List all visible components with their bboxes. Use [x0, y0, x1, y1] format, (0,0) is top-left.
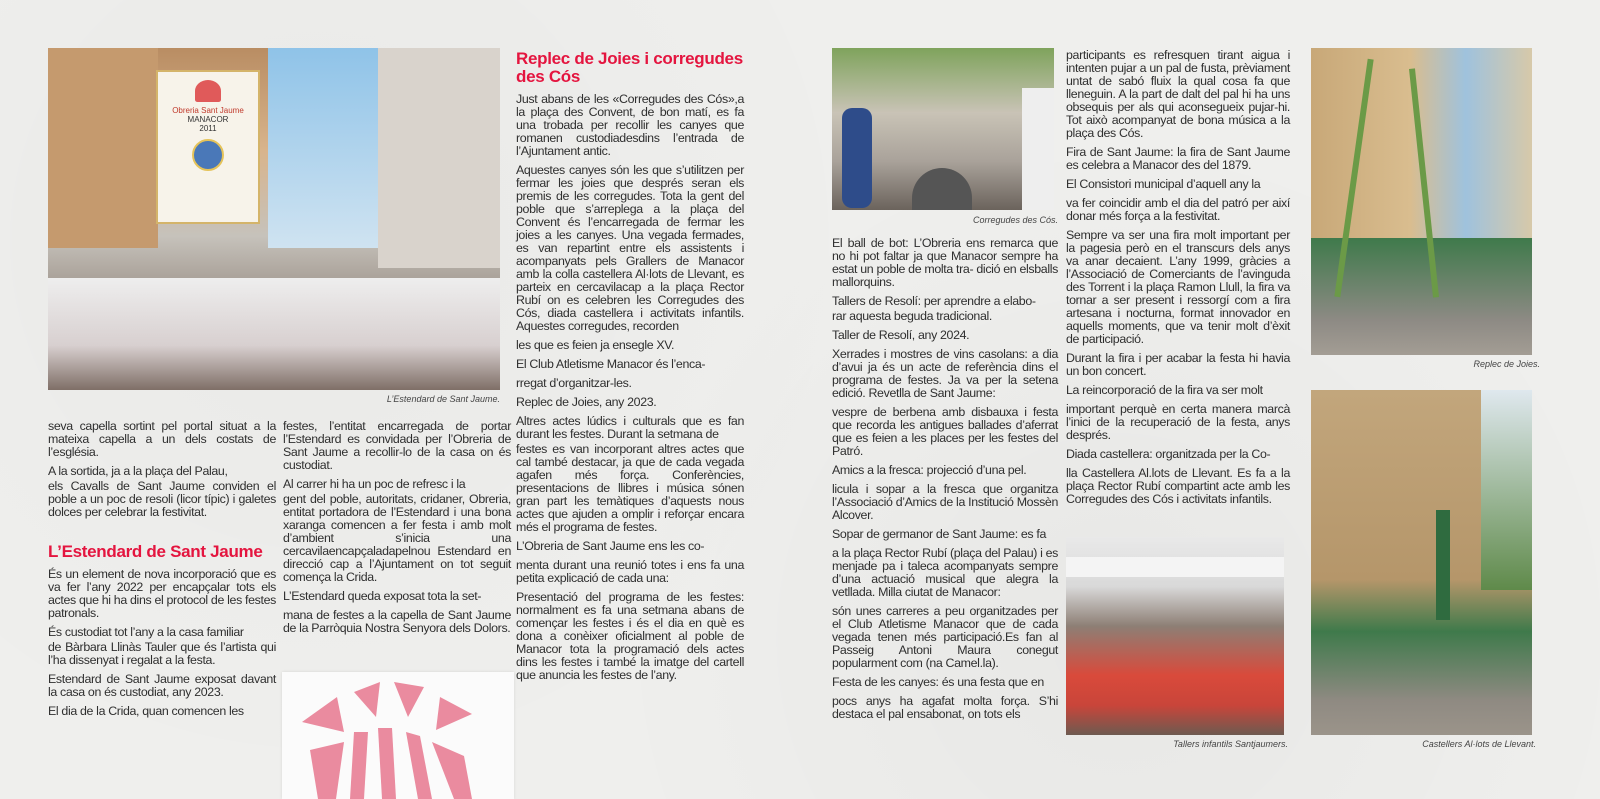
paragraph: les que es feien ja ensegle XV. — [516, 338, 675, 352]
paragraph: Diada castellera: organitzada per la Co- — [1066, 447, 1271, 461]
photo-tallers — [1066, 537, 1284, 735]
paragraph: Festa de les canyes: és una festa que en — [832, 675, 1044, 689]
paragraph: Aquestes canyes són les que s’utilitzen per fermar les joies que després seran els premis de les corregudes. Tota la gent del poble que s’arreplega a la plaça del Convent és l’encarregada de fermar les joies a les canyes. Una vegada fermades, es van repartint entre els assistents i acompanyats pels Grallers de Manacor amb la colla castellera Al·lots de Llevant, es parteix en cercavilacap a la plaça Rector Rubí on es celebren les Corregudes des Cós, diada castellera i activitats infantils. Aquestes corregudes, recorden — [516, 163, 744, 333]
paragraph: festes, l’entitat encarregada de portar l’Estendard es convidada per l’Obreria de Sant Jaume a recollir-lo de la casa on és custodiat. — [283, 419, 511, 472]
paragraph: els Cavalls de Sant Jaume conviden el poble a un poc de resoli (licor típic) i galetes dolces per celebrar la festivitat. — [48, 479, 276, 519]
paragraph: gent del poble, autoritats, cridaner, Obreria, entitat portadora de l’Estendard i una bona xaranga comencen a fer festa i amb molt d’ambient s’inicia una cercavilaencapçaladapelnou Estendard en direcció cap a l’Ajuntament on tot seguit comença la Crida. — [283, 492, 511, 584]
banner — [156, 70, 260, 224]
paragraph: L’Obreria de Sant Jaume ens les co- — [516, 539, 705, 553]
photo-estendard — [48, 48, 500, 390]
paragraph: El Club Atletisme Manacor és l’enca- — [516, 357, 706, 371]
paragraph: menta durant una reunió totes i ens fa una petita explicació de cada una: — [516, 558, 744, 585]
paragraph: El ball de bot: L’Obreria ens remarca que no hi pot faltar ja que Manacor sempre ha estat un poble de molta tra- dició en elsballs mallorquins. — [832, 236, 1058, 289]
paragraph: participants es refresquen tirant aigua i intenten pujar a un pal de fusta, prèviament untat de sabó fluix la qual cosa fa que lleneguin. A la part de dalt del pal hi ha uns obsequis per als qui aconsegueix pujar-hi. Tot això acompanyat de bona música a la plaça des Cós. — [1066, 48, 1290, 140]
scallop-shell-graphic — [282, 672, 514, 799]
photo-caption: Castellers Al·lots de Llevant. — [1422, 739, 1536, 749]
photo-caption: Corregudes des Cós. — [972, 215, 1058, 225]
text-column-5 — [1066, 49, 1290, 512]
paragraph: Estendard de Sant Jaume exposat davant la casa on és custodiat, any 2023. — [48, 672, 276, 699]
text-column-3 — [516, 50, 744, 688]
photo-caption: Replec de Joies. — [1473, 359, 1540, 369]
photo-corregudes — [832, 48, 1054, 210]
paragraph: Presentació del programa de les festes: normalment es fa una setmana abans de començar les festes i és el dia en què es dona a conèixer oficialment al poble de Manacor tota la programació dels actes dins les festes i també la imatge del cartell que anuncia les festes de l’any. — [516, 590, 744, 682]
paragraph: És custodiat tot l’any a la casa familiar — [48, 625, 244, 639]
banner-text-line: 2011 — [199, 124, 217, 133]
paragraph: Amics a la fresca: projecció d’una pel. — [832, 463, 1027, 477]
paragraph: És un element de nova incorporació que es va fer l’any 2022 per encapçalar tots els actes que hi ha dins el protocol de les festes patronals. — [48, 567, 276, 620]
paragraph: mana de festes a la capella de Sant Jaume de la Parròquia Nostra Senyora dels Dolors. — [283, 608, 511, 635]
paragraph: A la sortida, ja a la plaça del Palau, — [48, 464, 228, 478]
paragraph: Taller de Resolí, any 2024. — [832, 328, 970, 342]
paragraph: pocs anys ha agafat molta força. S’hi destaca el pal ensabonat, on tots els — [832, 694, 1058, 721]
paragraph: rregat d’organitzar-les. — [516, 376, 632, 390]
banner-text-line: Obreria Sant Jaume — [172, 106, 244, 115]
section-heading: Replec de Joies i corregudes des Cós — [516, 49, 743, 86]
paragraph: va fer coincidir amb el dia del patró per així donar més força a la festivitat. — [1066, 196, 1290, 223]
banner-text-line: MANACOR — [187, 115, 229, 124]
paragraph: a la plaça Rector Rubí (plaça del Palau) i es menjade pa i taleca acompanyats sempre d’una actuació musical que alegra la vetllada. Milla ciutat de Manacor: — [832, 546, 1058, 599]
photo-replec — [1311, 48, 1532, 355]
text-column-4 — [832, 237, 1058, 727]
text-column-1 — [48, 420, 276, 724]
paragraph: Durant la fira i per acabar la festa hi havia un bon concert. — [1066, 351, 1290, 378]
paragraph: L’Estendard queda exposat tota la set- — [283, 589, 482, 603]
text-column-2 — [283, 420, 511, 641]
paragraph: Al carrer hi ha un poc de refresc i la — [283, 477, 466, 491]
paragraph: Fira de Sant Jaume: la fira de Sant Jaume es celebra a Manacor des del 1879. — [1066, 145, 1290, 172]
paragraph: Sopar de germanor de Sant Jaume: es fa — [832, 527, 1046, 541]
section-heading: L’Estendard de Sant Jaume — [48, 542, 263, 561]
photo-caption: L’Estendard de Sant Jaume. — [386, 394, 500, 404]
paragraph: Altres actes lúdics i culturals que es fan durant les festes. Durant la setmana de — [516, 414, 744, 441]
paragraph: lla Castellera Al.lots de Llevant. Es fa a la plaça Rector Rubí compartint acte amb les Corregudes des Cós i activitats infantils. — [1066, 466, 1290, 506]
paragraph: Tallers de Resolí: per aprendre a elabo- — [832, 294, 1036, 308]
paragraph: important perquè en certa manera marcà l’inici de la recuperació de la festa, anys després. — [1066, 402, 1290, 442]
photo-castellers — [1311, 390, 1532, 735]
paragraph: rar aquesta beguda tradicional. — [832, 309, 992, 323]
paragraph: El Consistori municipal d’aquell any la — [1066, 177, 1261, 191]
paragraph: licula i sopar a la fresca que organitza l’Associació d’Amics de la Institució Mossèn Alcover. — [832, 482, 1058, 522]
photo-caption: Tallers infantils Santjaumers. — [1173, 739, 1288, 749]
paragraph: El dia de la Crida, quan comencen les — [48, 704, 244, 718]
paragraph: festes es van incorporant altres actes que cal també destacar, ja que de cada vegada agafen més força. Conferències, presentacions de llibres i música sónen gran part les temàtiques d’aquests nous actes que ajuden a omplir i reforçar encara més el programa de festes. — [516, 442, 744, 534]
paragraph: són unes carreres a peu organitzades per el Club Atletisme Manacor que de cada vegada tenen més participació.Es fan al Passeig Antoni Maura conegut popularment com (na Camel.la). — [832, 604, 1058, 670]
paragraph: Replec de Joies, any 2023. — [516, 395, 657, 409]
paragraph: Sempre va ser una fira molt important per la pagesia però en el transcurs dels anys va anar decaient. L’any 1999, gràcies a l’Associació de Comerciants de l’avinguda des Torrent i la plaça Ramon Llull, la fira va tornar a ser present i ressorgí com a fira artesana i nocturna, format innovador en aquells moments, que va tenir molt d’èxit de participació. — [1066, 228, 1290, 346]
paragraph: La reincorporació de la fira va ser molt — [1066, 383, 1263, 397]
paragraph: Xerrades i mostres de vins casolans: a dia d’avui ja és un acte de referència dins el programa de festes. Ja va per la setena edició. Revetlla de Sant Jaume: — [832, 347, 1058, 400]
paragraph: vespre de berbena amb disbauxa i festa que recorda les antigues ballades d’aferrat que es feien a les places per les festes del Patró. — [832, 405, 1058, 458]
paragraph: seva capella sortint pel portal situat a la mateixa capella a un dels costats de l’església. — [48, 419, 276, 459]
paragraph: Just abans de les «Corregudes des Cós»,a la plaça des Convent, de bon matí, es fa una trobada per recollir les canyes que romanen custodiadesdins l’entrada de l’Ajuntament antic. — [516, 92, 744, 158]
paragraph: de Bàrbara Llinàs Tauler que és l’artista qui l’ha dissenyat i regalat a la festa. — [48, 640, 276, 667]
